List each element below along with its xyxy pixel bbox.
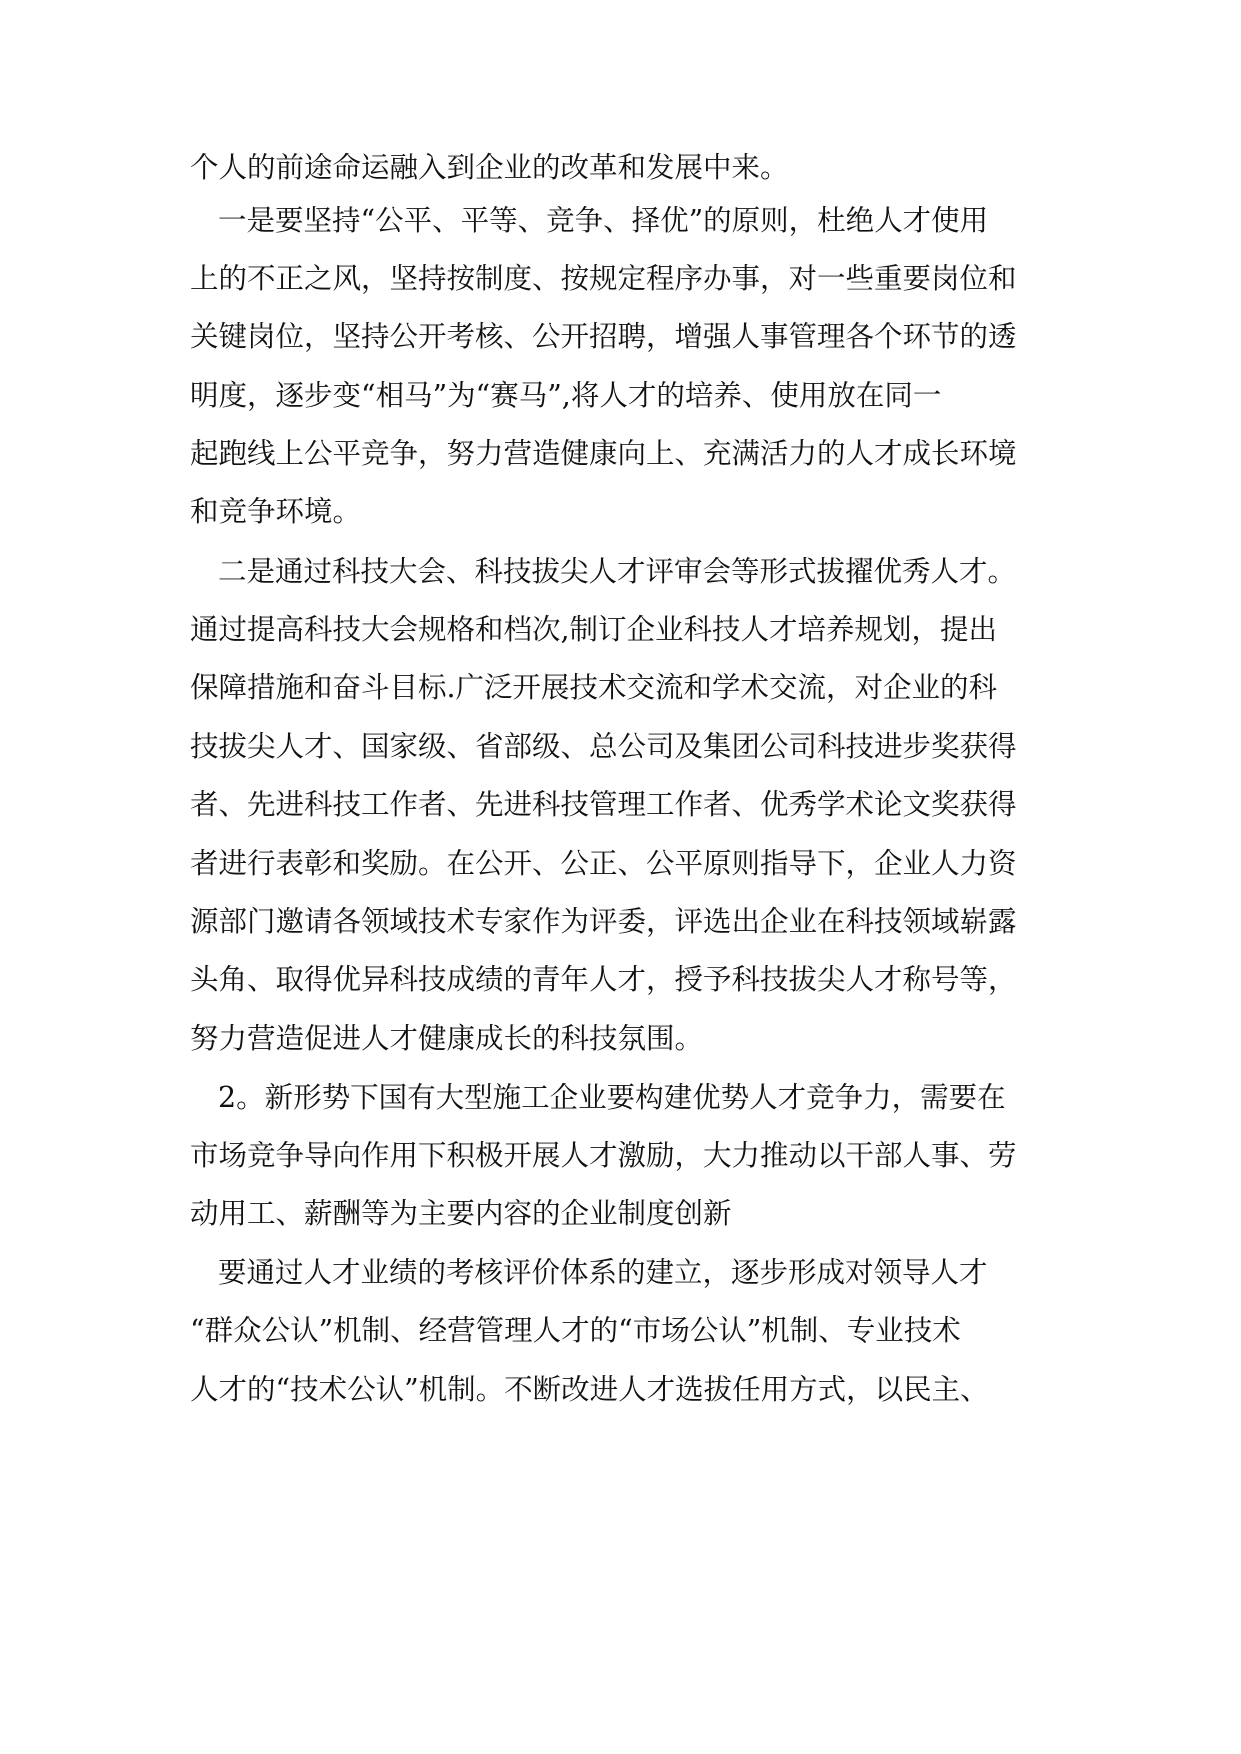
text-line: “群众公认”机制、经营管理人才的“市场公认”机制、专业技术 [190, 1314, 961, 1347]
text-line: 上的不正之风，坚持按制度、按规定程序办事，对一些重要岗位和 [190, 262, 1017, 295]
text-line: 保障措施和奋斗目标.广泛开展技术交流和学术交流，对企业的科 [190, 671, 998, 704]
text-line: 明度，逐步变“相马”为“赛马”,将人才的培养、使用放在同一 [190, 379, 942, 412]
text-line: 者进行表彰和奖励。在公开、公正、公平原则指导下，企业人力资 [190, 847, 1017, 880]
text-line: 一是要坚持“公平、平等、竞争、择优”的原则，杜绝人才使用 [218, 204, 989, 237]
text-line: 起跑线上公平竞争，努力营造健康向上、充满活力的人才成长环境 [190, 437, 1017, 470]
text-line: 和竞争环境。 [190, 495, 362, 528]
text-line: 个人的前途命运融入到企业的改革和发展中来。 [190, 151, 789, 184]
text-line: 努力营造促进人才健康成长的科技氛围。 [190, 1022, 704, 1055]
text-line: 源部门邀请各领域技术专家作为评委，评选出企业在科技领域崭露 [190, 905, 1017, 938]
text-line: 动用工、薪酬等为主要内容的企业制度创新 [190, 1197, 732, 1230]
text-line: 头角、取得优异科技成绩的青年人才，授予科技拔尖人才称号等， [190, 963, 1017, 996]
text-line: 通过提高科技大会规格和档次,制订企业科技人才培养规划，提出 [190, 613, 998, 646]
text-line: 人才的“技术公认”机制。不断改进人才选拔任用方式，以民主、 [190, 1373, 989, 1406]
text-line: 者、先进科技工作者、先进科技管理工作者、优秀学术论文奖获得 [190, 788, 1017, 821]
text-line: 二是通过科技大会、科技拔尖人才评审会等形式拔擢优秀人才。 [218, 555, 1017, 588]
text-line: 市场竞争导向作用下积极开展人才激励，大力推动以干部人事、劳 [190, 1139, 1017, 1172]
text-line: 2。新形势下国有大型施工企业要构建优势人才竞争力，需要在 [218, 1081, 1006, 1114]
text-line: 技拔尖人才、国家级、省部级、总公司及集团公司科技进步奖获得 [190, 730, 1017, 763]
text-line: 要通过人才业绩的考核评价体系的建立，逐步形成对领导人才 [218, 1256, 988, 1289]
text-line: 关键岗位，坚持公开考核、公开招聘，增强人事管理各个环节的透 [190, 320, 1017, 353]
